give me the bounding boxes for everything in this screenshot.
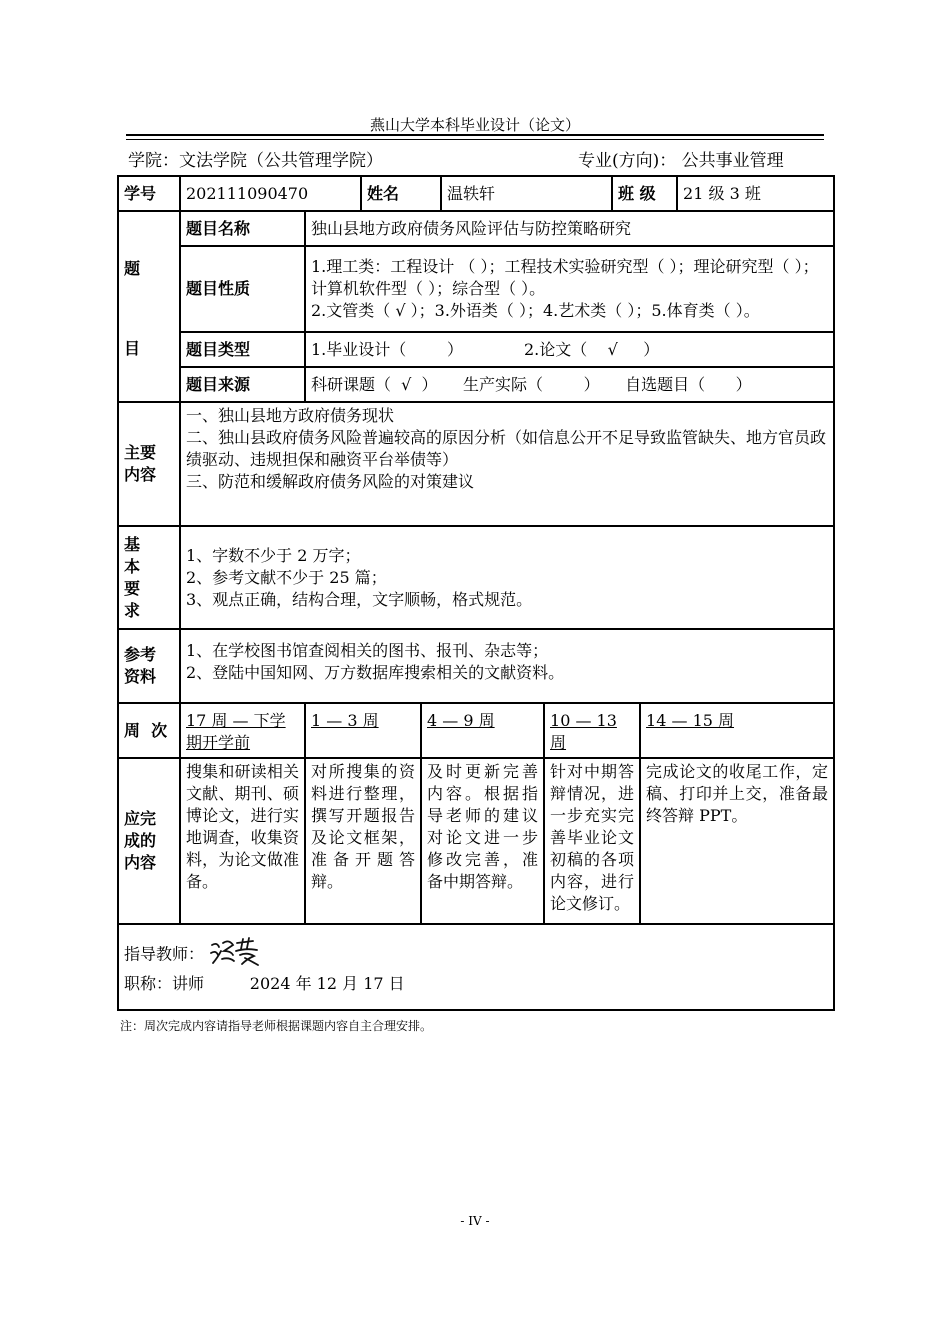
topic-type-label: 题目类型 [180, 332, 305, 367]
requirements-label-char: 要 [124, 578, 141, 598]
references-line2: 2、登陆中国知网、万方数据库搜索相关的文献资料。 [186, 663, 565, 682]
references-line1: 1、在学校图书馆查阅相关的图书、报刊、杂志等； [186, 641, 549, 660]
requirements-label-char: 基 [124, 534, 141, 554]
main-content-line2: 二、独山县政府债务风险普遍较高的原因分析（如信息公开不足导致监管缺失、地方官员政绩驱动、违规担保和融资平台举债等） [186, 428, 827, 469]
requirements-line3: 3、观点正确，结构合理，文字顺畅，格式规范。 [186, 589, 533, 609]
schedule-tasks-label-text: 应完成的内容 [124, 809, 157, 872]
main-content-label-text: 主要内容 [124, 443, 157, 484]
schedule-task-5: 完成论文的收尾工作，定稿、打印并上交，准备最终答辩 PPT。 [640, 758, 834, 924]
advisor-line [124, 937, 828, 973]
schedule-week-5: 14 — 15 周 [640, 703, 834, 758]
major-field: 专业(方向)： 公共事业管理 [578, 151, 784, 171]
requirements-row [118, 526, 834, 629]
references-label-text: 参考资料 [124, 645, 157, 686]
advisor-row [118, 924, 834, 1010]
header-rule-thin [126, 139, 824, 140]
schedule-task-3: 及时更新完善内容。根据指导老师的建议对论文进一步修改完善，准备中期答辩。 [421, 758, 544, 924]
topic-name-label: 题目名称 [180, 211, 305, 246]
signature-image [209, 937, 261, 967]
header-rule-thick [126, 134, 824, 136]
requirements-label [118, 526, 180, 629]
advisor-signature [209, 937, 261, 973]
college-field: 学院：文法学院（公共管理学院） [128, 151, 383, 171]
references-label [118, 629, 180, 703]
topic-nature-line1: 1.理工类：工程设计 （ ）；工程技术实验研究型（ ）；理论研究型（ ）；计算机软件型（ ）；综合型（ ）。 [311, 257, 819, 298]
requirements-line1: 1、字数不少于 2 万字； [186, 545, 361, 565]
advisor-label: 指导教师： [124, 944, 205, 964]
student-name-label: 姓名 [361, 176, 441, 211]
requirements-value [180, 526, 834, 629]
student-id-value: 202111090470 [180, 176, 361, 211]
references-row [118, 629, 834, 703]
page-number: - IV - [460, 1214, 490, 1228]
topic-section-label [118, 211, 180, 402]
class-value: 21 级 3 班 [677, 176, 834, 211]
schedule-task-2: 对所搜集的资料进行整理，撰写开题报告及论文框架，准备开题答辩。 [305, 758, 421, 924]
requirements-label-char: 本 [124, 556, 141, 576]
schedule-week-1: 17 周 — 下学期开学前 [180, 703, 305, 758]
schedule-weeks-label: 周 次 [118, 703, 180, 758]
schedule-task-4: 针对中期答辩情况，进一步充实完善毕业论文初稿的各项内容，进行论文修订。 [544, 758, 640, 924]
topic-source-value: 科研课题（ √ ） 生产实际（ ） 自选题目（ ） [305, 367, 834, 402]
schedule-tasks-row [118, 758, 834, 924]
advisor-title-date: 职称：讲师 2024 年 12 月 17 日 [124, 974, 405, 993]
student-name-value: 温轶轩 [441, 176, 612, 211]
main-content-value [180, 402, 834, 526]
schedule-task-1: 搜集和研读相关文献、期刊、硕博论文，进行实地调查，收集资料，为论文做准备。 [180, 758, 305, 924]
student-info-row [118, 176, 834, 211]
main-content-line1: 一、独山县地方政府债务现状 [186, 406, 395, 425]
topic-nature-row [118, 246, 834, 332]
requirements-label-char: 求 [124, 600, 141, 620]
topic-type-value: 1.毕业设计（ ） 2.论文（ √ ） [305, 332, 834, 367]
main-content-line3: 三、防范和缓解政府债务风险的对策建议 [186, 472, 475, 491]
requirements-line2: 2、参考文献不少于 25 篇； [186, 567, 387, 587]
topic-source-label: 题目来源 [180, 367, 305, 402]
references-value [180, 629, 834, 703]
student-id-label: 学号 [118, 176, 180, 211]
main-content-label [118, 402, 180, 526]
topic-nature-value [305, 246, 834, 332]
topic-nature-line2: 2.文管类（ √ ）；3.外语类（ ）；4.艺术类（ ）；5.体育类（ ）。 [311, 301, 760, 320]
schedule-weeks-row [118, 703, 834, 758]
topic-nature-label: 题目性质 [180, 246, 305, 332]
topic-source-row [118, 367, 834, 402]
class-label: 班 级 [612, 176, 677, 211]
schedule-week-2: 1 — 3 周 [305, 703, 421, 758]
schedule-week-3: 4 — 9 周 [421, 703, 544, 758]
topic-name-value: 独山县地方政府债务风险评估与防控策略研究 [305, 211, 834, 246]
topic-label-char-1: 题 [124, 258, 141, 278]
schedule-tasks-label [118, 758, 180, 924]
footnote: 注：周次完成内容请指导老师根据课题内容自主合理安排。 [120, 1019, 433, 1033]
schedule-week-4: 10 — 13 周 [544, 703, 640, 758]
main-content-row [118, 402, 834, 526]
topic-label-char-2: 目 [124, 338, 141, 358]
topic-type-row [118, 332, 834, 367]
topic-name-row [118, 211, 834, 246]
task-form-table [117, 175, 835, 1011]
document-header-title: 燕山大学本科毕业设计（论文） [369, 116, 580, 134]
advisor-cell [118, 924, 834, 1010]
